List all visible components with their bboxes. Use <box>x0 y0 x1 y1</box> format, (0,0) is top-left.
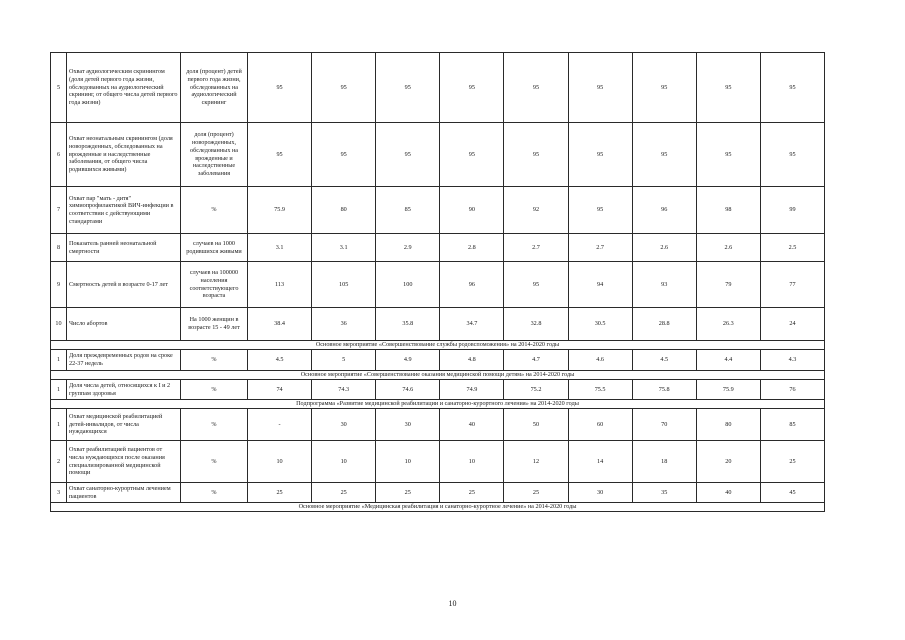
value-cell: 4.5 <box>632 350 696 371</box>
value-cell: 95 <box>696 53 760 123</box>
value-cell: 25 <box>504 483 568 503</box>
value-cell: 99 <box>760 187 824 234</box>
indicator-name: Число абортов <box>67 308 181 341</box>
table-row <box>51 187 825 234</box>
value-cell: 95 <box>312 123 376 187</box>
value-cell: 100 <box>376 262 440 308</box>
value-cell: 76 <box>760 380 824 400</box>
section-header-row <box>51 400 825 409</box>
value-cell: 25 <box>248 483 312 503</box>
unit-cell: % <box>181 187 248 234</box>
value-cell: 75.5 <box>568 380 632 400</box>
indicators-table-body <box>51 53 825 512</box>
value-cell: 32.8 <box>504 308 568 341</box>
value-cell: 25 <box>760 441 824 483</box>
table-row <box>51 53 825 123</box>
value-cell: 94 <box>568 262 632 308</box>
value-cell: 96 <box>632 187 696 234</box>
table-row <box>51 308 825 341</box>
value-cell: 85 <box>376 187 440 234</box>
value-cell: 18 <box>632 441 696 483</box>
value-cell: 2.5 <box>760 234 824 262</box>
value-cell: - <box>248 409 312 441</box>
value-cell: 35.8 <box>376 308 440 341</box>
table-row <box>51 262 825 308</box>
value-cell: 25 <box>440 483 504 503</box>
value-cell: 50 <box>504 409 568 441</box>
indicator-name: Охват пар "мать - дитя" химиопрофилактикой ВИЧ-инфекции в соответствии с действующими стандартами <box>67 187 181 234</box>
value-cell: 5 <box>312 350 376 371</box>
table-row <box>51 350 825 371</box>
row-number: 10 <box>51 308 67 341</box>
value-cell: 4.6 <box>568 350 632 371</box>
value-cell: 70 <box>632 409 696 441</box>
value-cell: 4.5 <box>248 350 312 371</box>
value-cell: 95 <box>248 123 312 187</box>
value-cell: 74.9 <box>440 380 504 400</box>
value-cell: 3.1 <box>248 234 312 262</box>
table-row <box>51 441 825 483</box>
value-cell: 95 <box>632 53 696 123</box>
row-number: 7 <box>51 187 67 234</box>
value-cell: 4.3 <box>760 350 824 371</box>
section-title: Основное мероприятие «Медицинская реабилитация и санаторно-курортное лечение» на 2014-2020 годы <box>51 503 825 512</box>
unit-cell: % <box>181 441 248 483</box>
unit-cell: случаев на 1000 родившихся живыми <box>181 234 248 262</box>
value-cell: 75.2 <box>504 380 568 400</box>
row-number: 6 <box>51 123 67 187</box>
value-cell: 95 <box>248 53 312 123</box>
section-header-row <box>51 341 825 350</box>
value-cell: 95 <box>312 53 376 123</box>
value-cell: 10 <box>248 441 312 483</box>
value-cell: 95 <box>760 123 824 187</box>
value-cell: 80 <box>312 187 376 234</box>
value-cell: 60 <box>568 409 632 441</box>
table-row <box>51 409 825 441</box>
table-row <box>51 123 825 187</box>
value-cell: 93 <box>632 262 696 308</box>
value-cell: 2.6 <box>696 234 760 262</box>
value-cell: 95 <box>568 53 632 123</box>
row-number: 3 <box>51 483 67 503</box>
value-cell: 75.9 <box>248 187 312 234</box>
value-cell: 95 <box>632 123 696 187</box>
value-cell: 4.4 <box>696 350 760 371</box>
section-title: Основное мероприятие «Совершенствование службы родовспоможения» на 2014-2020 годы <box>51 341 825 350</box>
row-number: 2 <box>51 441 67 483</box>
indicator-name: Охват санаторно-курортным лечением пациентов <box>67 483 181 503</box>
value-cell: 25 <box>312 483 376 503</box>
value-cell: 92 <box>504 187 568 234</box>
value-cell: 3.1 <box>312 234 376 262</box>
value-cell: 28.8 <box>632 308 696 341</box>
value-cell: 95 <box>440 53 504 123</box>
indicator-name: Охват аудиологическим скринингом (доля детей первого года жизни, обследованных на аудиологический скрининг, от общего числа детей первого года жизни) <box>67 53 181 123</box>
value-cell: 4.9 <box>376 350 440 371</box>
value-cell: 12 <box>504 441 568 483</box>
value-cell: 14 <box>568 441 632 483</box>
value-cell: 95 <box>568 123 632 187</box>
value-cell: 95 <box>440 123 504 187</box>
value-cell: 10 <box>312 441 376 483</box>
value-cell: 95 <box>376 53 440 123</box>
value-cell: 26.3 <box>696 308 760 341</box>
row-number: 1 <box>51 350 67 371</box>
row-number: 9 <box>51 262 67 308</box>
unit-cell: На 1000 женщин в возрасте 15 - 49 лет <box>181 308 248 341</box>
value-cell: 45 <box>760 483 824 503</box>
value-cell: 95 <box>504 262 568 308</box>
unit-cell: случаев на 100000 населения соответствующего возраста <box>181 262 248 308</box>
value-cell: 34.7 <box>440 308 504 341</box>
section-title: Подпрограмма «Развитие медицинской реабилитации и санаторно-курортного лечения» на 2014-2020 годы <box>51 400 825 409</box>
row-number: 1 <box>51 409 67 441</box>
value-cell: 95 <box>760 53 824 123</box>
section-title: Основное мероприятие «Совершенствование оказания медицинской помощи детям» на 2014-2020 годы <box>51 371 825 380</box>
section-header-row <box>51 371 825 380</box>
value-cell: 75.9 <box>696 380 760 400</box>
indicator-name: Показатель ранней неонатальной смертности <box>67 234 181 262</box>
value-cell: 85 <box>760 409 824 441</box>
value-cell: 4.7 <box>504 350 568 371</box>
value-cell: 80 <box>696 409 760 441</box>
value-cell: 74 <box>248 380 312 400</box>
table-row <box>51 380 825 400</box>
value-cell: 95 <box>376 123 440 187</box>
unit-cell: % <box>181 380 248 400</box>
value-cell: 20 <box>696 441 760 483</box>
value-cell: 79 <box>696 262 760 308</box>
unit-cell: % <box>181 409 248 441</box>
value-cell: 113 <box>248 262 312 308</box>
unit-cell: доля (процент) новорожденных, обследованных на врожденные и наследственные заболевания <box>181 123 248 187</box>
value-cell: 30 <box>376 409 440 441</box>
row-number: 1 <box>51 380 67 400</box>
unit-cell: % <box>181 350 248 371</box>
indicators-table <box>50 52 825 512</box>
indicator-name: Смертность детей в возрасте 0-17 лет <box>67 262 181 308</box>
table-row <box>51 234 825 262</box>
value-cell: 30 <box>312 409 376 441</box>
value-cell: 90 <box>440 187 504 234</box>
row-number: 8 <box>51 234 67 262</box>
value-cell: 95 <box>504 53 568 123</box>
value-cell: 2.7 <box>568 234 632 262</box>
value-cell: 10 <box>376 441 440 483</box>
value-cell: 25 <box>376 483 440 503</box>
value-cell: 38.4 <box>248 308 312 341</box>
section-header-row <box>51 503 825 512</box>
row-number: 5 <box>51 53 67 123</box>
value-cell: 77 <box>760 262 824 308</box>
value-cell: 30.5 <box>568 308 632 341</box>
indicator-name: Охват неонатальным скринингом (доля новорожденных, обследованных на врожденные и наследственные заболевания, от общего числа родившихся живыми) <box>67 123 181 187</box>
value-cell: 75.8 <box>632 380 696 400</box>
page-number: 10 <box>448 599 457 608</box>
value-cell: 2.8 <box>440 234 504 262</box>
value-cell: 96 <box>440 262 504 308</box>
value-cell: 105 <box>312 262 376 308</box>
indicator-name: Охват медицинской реабилитацией детей-инвалидов, от числа нуждающихся <box>67 409 181 441</box>
indicator-name: Охват реабилитацией пациентов от числа нуждающихся после оказания специализированной медицинской помощи <box>67 441 181 483</box>
value-cell: 40 <box>696 483 760 503</box>
value-cell: 2.6 <box>632 234 696 262</box>
value-cell: 30 <box>568 483 632 503</box>
table-row <box>51 483 825 503</box>
value-cell: 10 <box>440 441 504 483</box>
value-cell: 4.8 <box>440 350 504 371</box>
value-cell: 95 <box>504 123 568 187</box>
value-cell: 36 <box>312 308 376 341</box>
indicator-name: Доля преждевременных родов на сроке 22-37 недель <box>67 350 181 371</box>
value-cell: 98 <box>696 187 760 234</box>
value-cell: 2.7 <box>504 234 568 262</box>
unit-cell: доля (процент) детей первого года жизни, обследованных на аудиологический скрининг <box>181 53 248 123</box>
value-cell: 74.6 <box>376 380 440 400</box>
unit-cell: % <box>181 483 248 503</box>
indicator-name: Доля числа детей, относящихся к I и 2 группам здоровья <box>67 380 181 400</box>
value-cell: 40 <box>440 409 504 441</box>
value-cell: 95 <box>696 123 760 187</box>
value-cell: 95 <box>568 187 632 234</box>
value-cell: 2.9 <box>376 234 440 262</box>
value-cell: 74.3 <box>312 380 376 400</box>
value-cell: 24 <box>760 308 824 341</box>
value-cell: 35 <box>632 483 696 503</box>
